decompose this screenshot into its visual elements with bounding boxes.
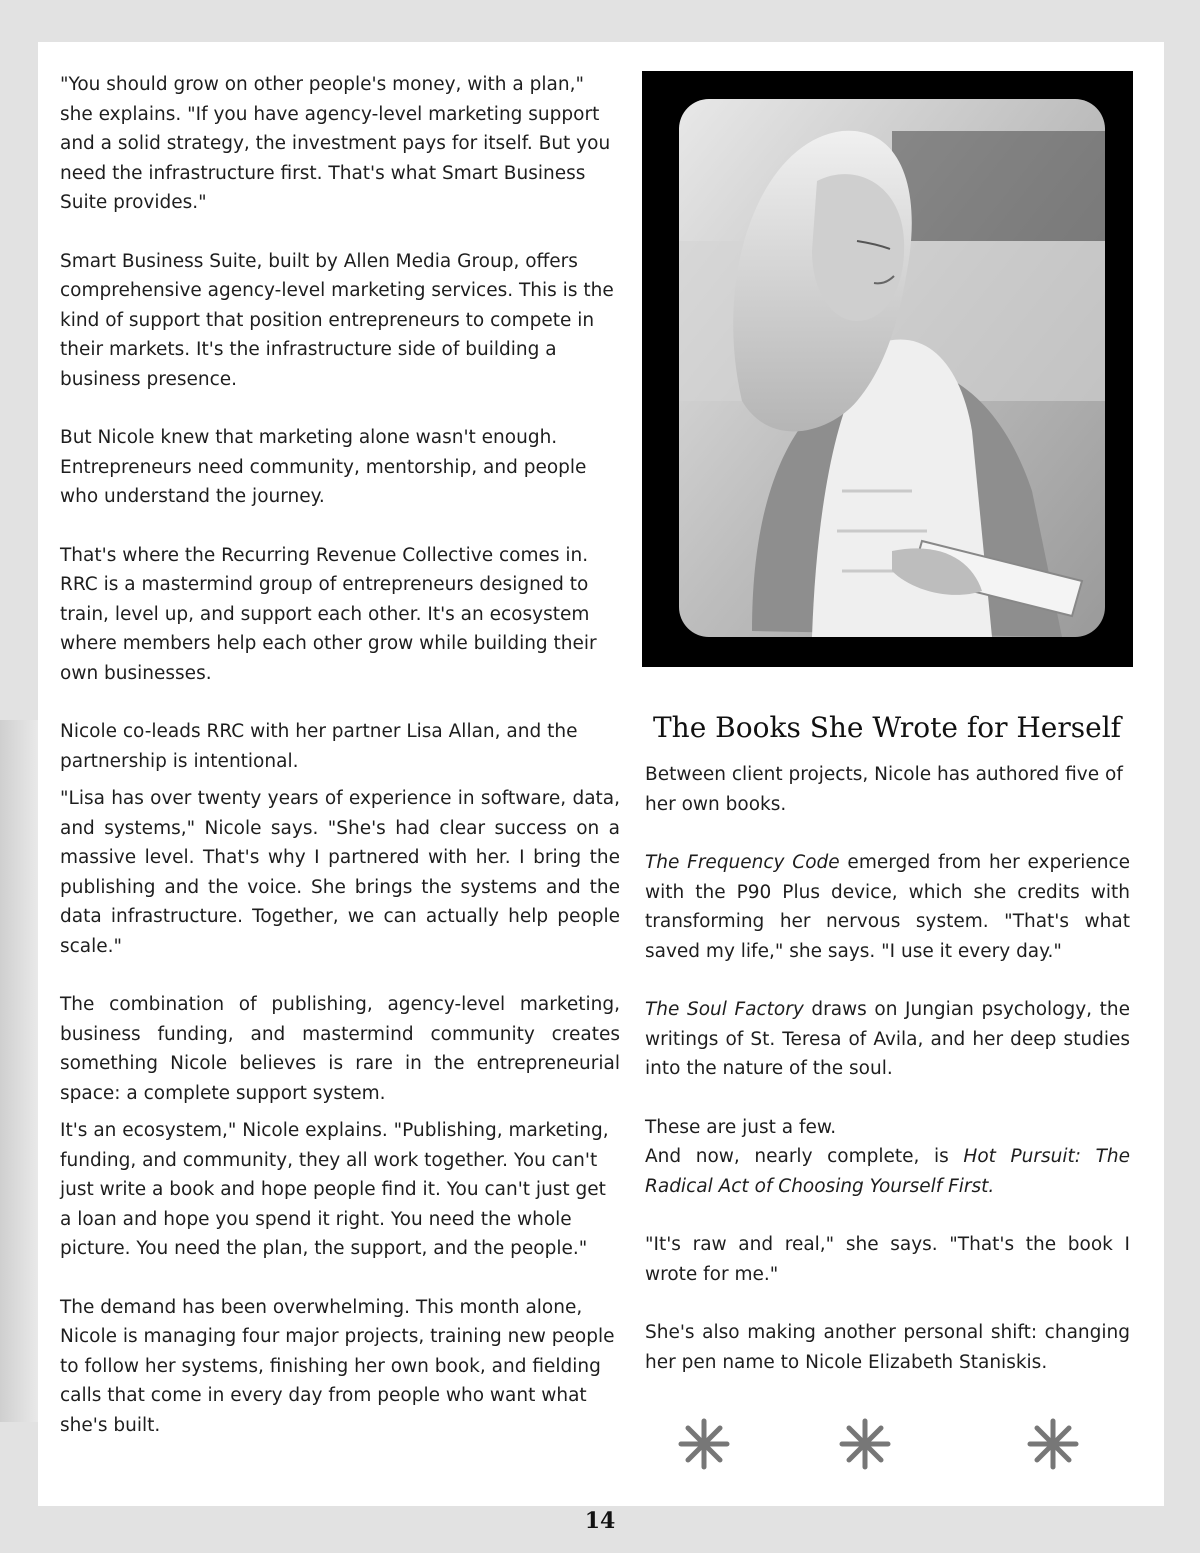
paragraph: That's where the Recurring Revenue Collective comes in. RRC is a mastermind group of entrepreneurs designed to train, level up, and support each other. It's an ecosystem where members help each other grow while building their own businesses. [60,544,597,684]
portrait-illustration [642,71,1133,667]
star-divider [642,1418,1133,1478]
asterisk-star-icon [1027,1418,1079,1470]
paragraph-text: draws on Jungian psychology, the writings of St. Teresa of Avila, and her deep studies into the nature of the soul. [645,999,1130,1079]
paragraph-text: And now, nearly complete, is [645,1146,964,1167]
portrait-photo [642,71,1133,667]
paragraph: Nicole co-leads RRC with her partner Lisa Allan, and the partnership is intentional. [60,721,578,772]
page-shadow [0,720,38,1422]
paragraph: "It's raw and real," she says. "That's the book I wrote for me." [645,1234,1130,1285]
paragraph-text: emerged from her experience with the P90 Plus device, which she credits with transforming her nervous system. "That's what saved my life," she says. "I use it every day." [645,852,1130,962]
paragraph: Smart Business Suite, built by Allen Media Group, offers comprehensive agency-level marketing services. This is the kind of support that position entrepreneurs to compete in their markets. It's the infrastructure side of building a business presence. [60,250,614,390]
left-column [60,70,620,1469]
paragraph: The demand has been overwhelming. This month alone, Nicole is managing four major projects, training new people to follow her systems, finishing her own book, and fielding calls that come in every day from people who want what she's built. [60,1296,615,1436]
paragraph: "Lisa has over twenty years of experience in software, data, and systems," Nicole says. "She's had clear success on a massive level. That's why I partnered with her. I bring the publishing and the voice. She brings the systems and the data infrastructure. Together, we can actually help people scale." [60,788,620,957]
paragraph: Between client projects, Nicole has authored five of her own books. [645,764,1123,815]
page-number: 14 [584,1508,616,1534]
paragraph: She's also making another personal shift: changing her pen name to Nicole Elizabeth Staniskis. [645,1322,1130,1373]
paragraph [645,1142,1130,1201]
book-title: The Soul Factory [645,999,804,1020]
paragraph: But Nicole knew that marketing alone wasn't enough. Entrepreneurs need community, mentorship, and people who understand the journey. [60,427,587,507]
paragraph: It's an ecosystem," Nicole explains. "Publishing, marketing, funding, and community, they all work together. You can't just write a book and hope people find it. You can't just get a loan and hope you spend it right. You need the whole picture. You need the plan, the support, and the people." [60,1120,609,1259]
right-column [645,708,1130,1406]
paragraph: The combination of publishing, agency-level marketing, business funding, and mastermind community creates something Nicole believes is rare in the entrepreneurial space: a complete support system. [60,994,620,1104]
section-heading: The Books She Wrote for Herself [653,711,1122,744]
paragraph: "You should grow on other people's money, with a plan," she explains. "If you have agency-level marketing support and a solid strategy, the investment pays for itself. But you need the infrastructure first. That's what Smart Business Suite provides." [60,74,611,213]
asterisk-star-icon [678,1418,730,1470]
asterisk-star-icon [839,1418,891,1470]
paragraph: These are just a few. [645,1116,837,1138]
book-title: The Frequency Code [645,852,840,873]
book-title: Hot Pursuit: The Radical Act of Choosing Yourself First. [645,1146,1130,1197]
paragraph [645,995,1130,1084]
magazine-page [38,42,1164,1506]
paragraph [645,848,1130,966]
